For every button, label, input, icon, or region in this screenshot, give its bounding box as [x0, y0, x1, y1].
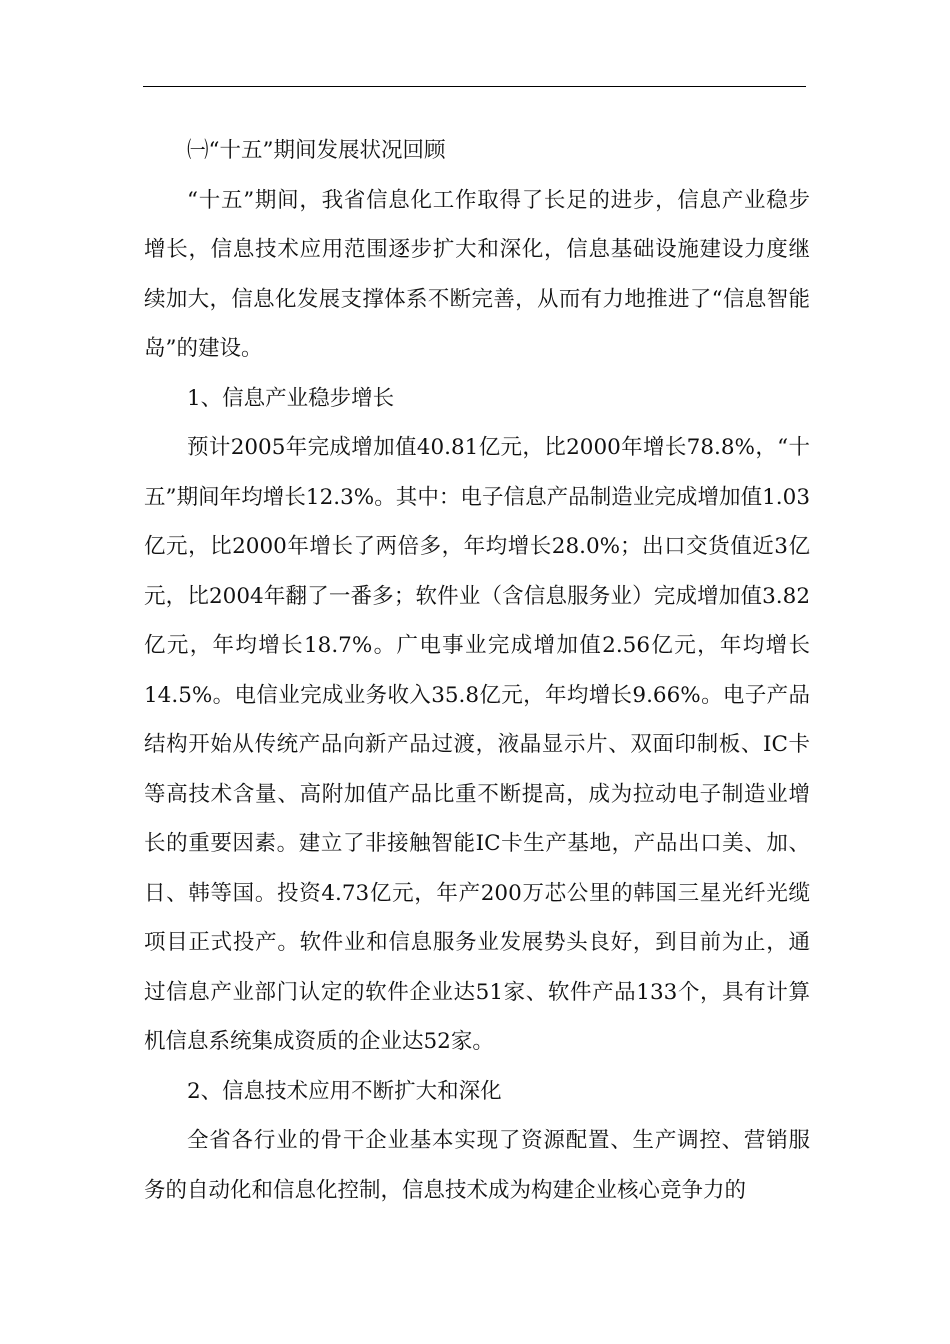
subsection-2-heading: 2、信息技术应用不断扩大和深化: [187, 1078, 502, 1104]
document-body: [144, 126, 810, 1215]
section-heading: ㈠“十五”期间发展状况回顾: [187, 138, 446, 163]
subsection-1-heading: 1、信息产业稳步增长: [187, 385, 395, 411]
subsection-2-paragraph: 全省各行业的骨干企业基本实现了资源配置、生产调控、营销服务的自动化和信息化控制，信息技术成为构建企业核心竞争力的: [144, 1128, 810, 1203]
subsection-1-paragraph: 预计2005年完成增加值40.81亿元，比2000年增长78.8%，“十五”期间年均增长12.3%。其中：电子信息产品制造业完成增加值1.03亿元，比2000年增长了两倍多，年均增长28.0%；出口交货值近3亿元，比2004年翻了一番多；软件业（含信息服务业）完成增加值3.82亿元，年均增长18.7%。广电事业完成增加值2.56亿元，年均增长14.5%。电信业完成业务收入35.8亿元，年均增长9.66%。电子产品结构开始从传统产品向新产品过渡，液晶显示片、双面印制板、IC卡等高技术含量、高附加值产品比重不断提高，成为拉动电子制造业增长的重要因素。建立了非接触智能IC卡生产基地，产品出口美、加、日、韩等国。投资4.73亿元，年产200万芯公里的韩国三星光纤光缆项目正式投产。软件业和信息服务业发展势头良好，到目前为止，通过信息产业部门认定的软件企业达51家、软件产品133个，具有计算机信息系统集成资质的企业达52家。: [144, 435, 810, 1054]
header-rule: [143, 86, 806, 87]
intro-paragraph: “十五”期间，我省信息化工作取得了长足的进步，信息产业稳步增长，信息技术应用范围逐步扩大和深化，信息基础设施建设力度继续加大，信息化发展支撑体系不断完善，从而有力地推进了“信息智能岛”的建设。: [144, 187, 810, 361]
